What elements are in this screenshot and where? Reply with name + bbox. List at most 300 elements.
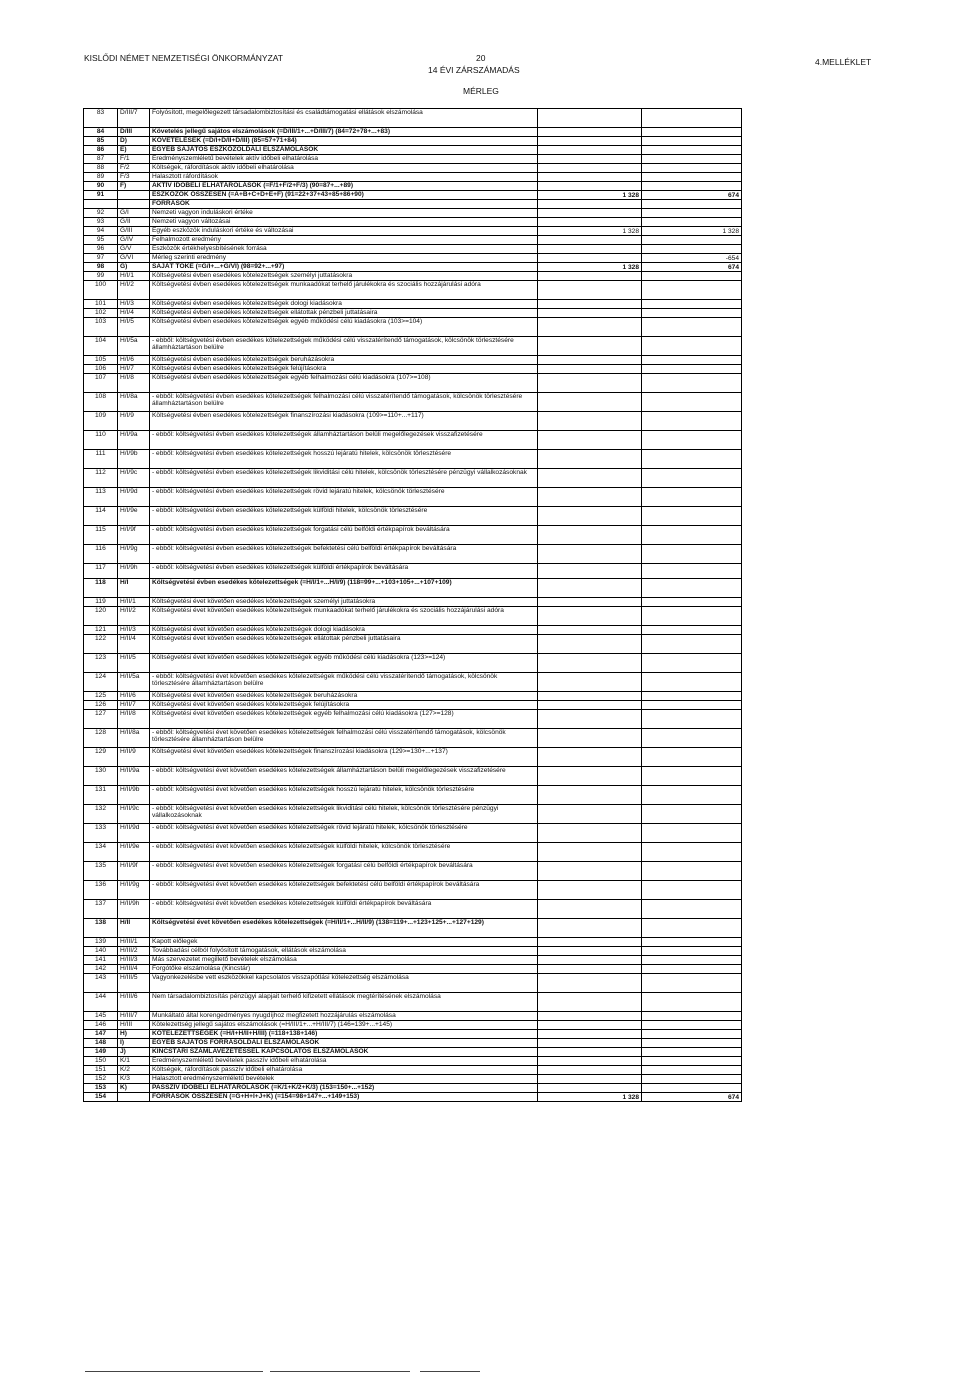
- prior-year-value: [538, 137, 642, 146]
- current-year-value: [642, 1057, 742, 1066]
- prior-year-value: 1 328: [538, 191, 642, 200]
- table-row: [84, 1057, 742, 1066]
- current-year-value: [642, 626, 742, 635]
- table-row: [84, 191, 742, 200]
- table-row: [84, 673, 742, 692]
- prior-year-value: [538, 146, 642, 155]
- current-year-value: [642, 356, 742, 365]
- row-number: 111: [84, 450, 118, 469]
- row-description: KINCSTÁRI SZÁMLAVEZETÉSSEL KAPCSOLATOS ELSZÁMOLÁSOK: [150, 1048, 538, 1057]
- current-year-value: [642, 767, 742, 786]
- row-code: H/I/2: [118, 281, 150, 300]
- current-year-value: [642, 137, 742, 146]
- current-year-value: [642, 300, 742, 309]
- row-description: Kötelezettség jellegű sajátos elszámolások (=H/III/1+...+H/III/7) (146=139+...+145): [150, 1021, 538, 1030]
- org-name: KISLŐDI NÉMET NEMZETISÉGI ÖNKORMÁNYZAT: [84, 53, 283, 63]
- row-description: Forgótőke elszámolása (Kincstár): [150, 965, 538, 974]
- row-code: H/I/9g: [118, 545, 150, 564]
- row-code: H/II/6: [118, 692, 150, 701]
- current-year-value: [642, 146, 742, 155]
- row-code: K/3: [118, 1075, 150, 1084]
- row-description: SAJÁT TŐKE (=G/I+...+G/VI) (98=92+...+97): [150, 263, 538, 272]
- row-description: Kapott előlegek: [150, 938, 538, 947]
- current-year-value: [642, 173, 742, 182]
- current-year-value: [642, 1021, 742, 1030]
- row-code: K/2: [118, 1066, 150, 1075]
- row-code: H/II/9c: [118, 805, 150, 824]
- table-row: [84, 309, 742, 318]
- row-number: 128: [84, 729, 118, 748]
- prior-year-value: [538, 469, 642, 488]
- current-year-value: [642, 365, 742, 374]
- row-number: 127: [84, 710, 118, 729]
- row-number: 154: [84, 1093, 118, 1102]
- row-code: H/II/9f: [118, 862, 150, 881]
- prior-year-value: [538, 947, 642, 956]
- row-number: 134: [84, 843, 118, 862]
- current-year-value: [642, 881, 742, 900]
- current-year-value: [642, 654, 742, 673]
- row-description: EGYÉB SAJÁTOS ESZKÖZOLDALI ELSZÁMOLÁSOK: [150, 146, 538, 155]
- row-description: Költségvetési évben esedékes kötelezettségek felújításokra: [150, 365, 538, 374]
- row-number: 133: [84, 824, 118, 843]
- current-year-value: [642, 488, 742, 507]
- row-number: 88: [84, 164, 118, 173]
- row-code: H/III/1: [118, 938, 150, 947]
- table-row: [84, 1030, 742, 1039]
- table-row: [84, 692, 742, 701]
- prior-year-value: [538, 748, 642, 767]
- current-year-value: [642, 318, 742, 337]
- table-row: [84, 281, 742, 300]
- row-code: I): [118, 1039, 150, 1048]
- current-year-value: [642, 1075, 742, 1084]
- row-description: Költségvetési évben esedékes kötelezettségek egyéb felhalmozási célú kiadásokra (107>=108): [150, 374, 538, 393]
- table-row: [84, 1021, 742, 1030]
- prior-year-value: [538, 173, 642, 182]
- current-year-value: [642, 965, 742, 974]
- row-number: 112: [84, 469, 118, 488]
- row-description: - ebből: költségvetési évet követően esedékes kötelezettségek államháztartáson belüli megelőlegezések visszafizetésére: [150, 767, 538, 786]
- annex-label: 4.MELLÉKLET: [815, 57, 872, 67]
- prior-year-value: [538, 431, 642, 450]
- prior-year-value: [538, 300, 642, 309]
- row-description: - ebből: költségvetési évben esedékes kötelezettségek külföldi értékpapírok beváltására: [150, 564, 538, 579]
- table-row: [84, 1048, 742, 1057]
- current-year-value: 674: [642, 191, 742, 200]
- prior-year-value: [538, 545, 642, 564]
- row-description: - ebből: költségvetési évet követően esedékes kötelezettségek felhalmozási célú visszatérítendő támogatások, kölcsönök törlesztésére államháztartáson belülre: [150, 729, 538, 748]
- current-year-value: [642, 374, 742, 393]
- row-number: 121: [84, 626, 118, 635]
- row-number: 113: [84, 488, 118, 507]
- prior-year-value: [538, 200, 642, 209]
- row-description: - ebből: költségvetési évben esedékes kötelezettségek felhalmozási célú visszatérítendő támogatások, kölcsönök törlesztésére államháztartáson belülre: [150, 393, 538, 412]
- prior-year-value: [538, 710, 642, 729]
- row-code: H): [118, 1030, 150, 1039]
- table-row: [84, 263, 742, 272]
- table-row: [84, 767, 742, 786]
- row-description: Nemzeti vagyon induláskori értéke: [150, 209, 538, 218]
- row-description: - ebből: költségvetési évben esedékes kötelezettségek likviditási célú hitelek, kölcsönök törlesztésére pénzügyi vállalkozásoknak: [150, 469, 538, 488]
- prior-year-value: [538, 786, 642, 805]
- table-row: [84, 337, 742, 356]
- current-year-value: [642, 337, 742, 356]
- current-year-value: [642, 393, 742, 412]
- row-number: 137: [84, 900, 118, 919]
- current-year-value: [642, 1039, 742, 1048]
- table-row: [84, 710, 742, 729]
- row-description: - ebből: költségvetési évben esedékes kötelezettségek befektetési célú belföldi értékpapírok beváltására: [150, 545, 538, 564]
- current-year-value: -654: [642, 254, 742, 263]
- row-code: H/I/3: [118, 300, 150, 309]
- row-number: 129: [84, 748, 118, 767]
- table-row: [84, 564, 742, 579]
- prior-year-value: [538, 1084, 642, 1093]
- row-number: 107: [84, 374, 118, 393]
- table-row: [84, 1012, 742, 1021]
- row-code: H/II/4: [118, 635, 150, 654]
- row-number: 146: [84, 1021, 118, 1030]
- prior-year-value: [538, 254, 642, 263]
- year-number: 20: [476, 53, 486, 63]
- prior-year-value: [538, 1057, 642, 1066]
- row-description: Költségvetési évben esedékes kötelezettségek ellátottak pénzbeli juttatásaira: [150, 309, 538, 318]
- row-description: KÖTELEZETTSÉGEK (=H/I+H/II+H/III) (=118+138+146): [150, 1030, 538, 1039]
- prior-year-value: [538, 218, 642, 227]
- prior-year-value: [538, 843, 642, 862]
- row-code: G/II: [118, 218, 150, 227]
- row-number: 136: [84, 881, 118, 900]
- table-row: [84, 365, 742, 374]
- row-number: 100: [84, 281, 118, 300]
- row-code: H/III/7: [118, 1012, 150, 1021]
- current-year-value: [642, 564, 742, 579]
- row-description: Eredményszemléletű bevételek passzív időbeli elhatárolása: [150, 1057, 538, 1066]
- table-row: [84, 200, 742, 209]
- current-year-value: [642, 545, 742, 564]
- current-year-value: [642, 701, 742, 710]
- table-row: [84, 993, 742, 1012]
- row-description: Halasztott eredményszemléletű bevételek: [150, 1075, 538, 1084]
- prior-year-value: [538, 607, 642, 626]
- table-row: [84, 374, 742, 393]
- table-row: [84, 626, 742, 635]
- row-number: 143: [84, 974, 118, 993]
- prior-year-value: [538, 374, 642, 393]
- row-number: 122: [84, 635, 118, 654]
- row-number: 103: [84, 318, 118, 337]
- table-row: [84, 469, 742, 488]
- row-number: 105: [84, 356, 118, 365]
- current-year-value: [642, 164, 742, 173]
- footer-rule: [85, 1371, 263, 1372]
- row-code: H/II/5: [118, 654, 150, 673]
- row-number: 106: [84, 365, 118, 374]
- row-description: - ebből: költségvetési évet követően esedékes kötelezettségek forgatási célú belföldi értékpapírok beváltására: [150, 862, 538, 881]
- table-row: [84, 947, 742, 956]
- row-code: D/III: [118, 128, 150, 137]
- current-year-value: [642, 862, 742, 881]
- row-description: Eszközök értékhelyesbítésének forrása: [150, 245, 538, 254]
- prior-year-value: [538, 318, 642, 337]
- row-number: 93: [84, 218, 118, 227]
- row-code: H/I/9: [118, 412, 150, 431]
- table-row: [84, 1039, 742, 1048]
- report-subtitle: 14 ÉVI ZÁRSZÁMADÁS: [428, 65, 520, 75]
- row-code: H/II/3: [118, 626, 150, 635]
- current-year-value: [642, 673, 742, 692]
- row-number: 97: [84, 254, 118, 263]
- row-description: Költségek, ráfordítások passzív időbeli elhatárolása: [150, 1066, 538, 1075]
- row-code: H/I/9c: [118, 469, 150, 488]
- row-number: 150: [84, 1057, 118, 1066]
- current-year-value: [642, 272, 742, 281]
- table-row: [84, 974, 742, 993]
- row-number: 123: [84, 654, 118, 673]
- current-year-value: [642, 155, 742, 164]
- row-code: G/V: [118, 245, 150, 254]
- row-code: K/1: [118, 1057, 150, 1066]
- row-code: E): [118, 146, 150, 155]
- row-description: - ebből: költségvetési évben esedékes kötelezettségek hosszú lejáratú hitelek, kölcsönök törlesztésére: [150, 450, 538, 469]
- row-code: [118, 200, 150, 209]
- current-year-value: [642, 786, 742, 805]
- current-year-value: [642, 1012, 742, 1021]
- row-description: - ebből: költségvetési évben esedékes kötelezettségek forgatási célú belföldi értékpapírok beváltására: [150, 526, 538, 545]
- row-code: G): [118, 263, 150, 272]
- prior-year-value: [538, 767, 642, 786]
- table-row: [84, 654, 742, 673]
- row-number: 108: [84, 393, 118, 412]
- row-number: [84, 200, 118, 209]
- row-number: 132: [84, 805, 118, 824]
- current-year-value: [642, 1066, 742, 1075]
- table-row: [84, 843, 742, 862]
- table-row: [84, 412, 742, 431]
- table-row: [84, 1075, 742, 1084]
- row-number: 86: [84, 146, 118, 155]
- prior-year-value: 1 328: [538, 1093, 642, 1102]
- current-year-value: [642, 209, 742, 218]
- row-number: 135: [84, 862, 118, 881]
- row-description: Költségvetési évben esedékes kötelezettségek dologi kiadásokra: [150, 300, 538, 309]
- table-row: [84, 1093, 742, 1102]
- table-row: [84, 701, 742, 710]
- row-code: H/III/2: [118, 947, 150, 956]
- prior-year-value: [538, 956, 642, 965]
- row-description: Nemzeti vagyon változásai: [150, 218, 538, 227]
- row-number: 104: [84, 337, 118, 356]
- row-number: 118: [84, 579, 118, 598]
- table-row: [84, 635, 742, 654]
- row-code: H/II/7: [118, 701, 150, 710]
- table-row: [84, 862, 742, 881]
- row-number: 152: [84, 1075, 118, 1084]
- current-year-value: [642, 450, 742, 469]
- prior-year-value: [538, 526, 642, 545]
- row-code: H/I: [118, 579, 150, 598]
- row-number: 87: [84, 155, 118, 164]
- prior-year-value: [538, 128, 642, 137]
- row-code: D): [118, 137, 150, 146]
- row-number: 95: [84, 236, 118, 245]
- row-code: H/II/9g: [118, 881, 150, 900]
- row-description: Költségvetési évet követően esedékes kötelezettségek beruházásokra: [150, 692, 538, 701]
- prior-year-value: [538, 1021, 642, 1030]
- row-code: H/II/8a: [118, 729, 150, 748]
- row-code: H/I/9a: [118, 431, 150, 450]
- row-description: Egyéb eszközök induláskori értéke és változásai: [150, 227, 538, 236]
- prior-year-value: [538, 1030, 642, 1039]
- prior-year-value: [538, 598, 642, 607]
- table-row: [84, 545, 742, 564]
- row-code: K): [118, 1084, 150, 1093]
- prior-year-value: [538, 626, 642, 635]
- prior-year-value: [538, 412, 642, 431]
- row-number: 99: [84, 272, 118, 281]
- table-row: [84, 729, 742, 748]
- row-code: H/III/5: [118, 974, 150, 993]
- row-number: 124: [84, 673, 118, 692]
- row-code: [118, 1093, 150, 1102]
- row-description: Költségvetési évet követően esedékes kötelezettségek (=H/II/1+...H/II/9) (138=119+...+123+125+...+127+129): [150, 919, 538, 938]
- row-description: - ebből: költségvetési évben esedékes kötelezettségek működési célú visszatérítendő támogatások, kölcsönök törlesztésére államháztartáson belülre: [150, 337, 538, 356]
- table-row: [84, 824, 742, 843]
- row-code: H/I/9e: [118, 507, 150, 526]
- row-number: 84: [84, 128, 118, 137]
- row-number: 101: [84, 300, 118, 309]
- row-number: 138: [84, 919, 118, 938]
- row-code: G/IV: [118, 236, 150, 245]
- current-year-value: 674: [642, 263, 742, 272]
- row-number: 98: [84, 263, 118, 272]
- row-code: F/2: [118, 164, 150, 173]
- prior-year-value: [538, 281, 642, 300]
- row-code: H/I/9h: [118, 564, 150, 579]
- table-row: [84, 607, 742, 626]
- current-year-value: [642, 824, 742, 843]
- row-code: H/III/3: [118, 956, 150, 965]
- row-number: 142: [84, 965, 118, 974]
- row-code: F/1: [118, 155, 150, 164]
- prior-year-value: [538, 938, 642, 947]
- row-description: Költségvetési évet követően esedékes kötelezettségek finanszírozási kiadásokra (129>=130+...+137): [150, 748, 538, 767]
- row-description: Mérleg szerinti eredmény: [150, 254, 538, 263]
- row-description: Költségvetési évet követően esedékes kötelezettségek munkaadókat terhelő járulékokra és szociális hozzájárulási adóra: [150, 607, 538, 626]
- row-description: - ebből: költségvetési évet követően esedékes kötelezettségek működési célú visszatérítendő támogatások, kölcsönök törlesztésére államháztartáson belülre: [150, 673, 538, 692]
- row-description: Költségvetési évet követően esedékes kötelezettségek személyi juttatásokra: [150, 598, 538, 607]
- row-description: - ebből: költségvetési évet követően esedékes kötelezettségek külföldi hitelek, kölcsönök törlesztésére: [150, 843, 538, 862]
- row-number: 91: [84, 191, 118, 200]
- row-description: - ebből: költségvetési évben esedékes kötelezettségek külföldi hitelek, kölcsönök törlesztésére: [150, 507, 538, 526]
- current-year-value: [642, 974, 742, 993]
- row-code: H/II/9: [118, 748, 150, 767]
- table-row: [84, 109, 742, 128]
- row-number: 96: [84, 245, 118, 254]
- row-description: Követelés jellegű sajátos elszámolások (=D/III/1+...+D/III/7) (84=72+78+...+83): [150, 128, 538, 137]
- row-description: Felhalmozott eredmény: [150, 236, 538, 245]
- row-number: 109: [84, 412, 118, 431]
- row-description: AKTÍV IDŐBELI ELHATÁROLÁSOK (=F/1+F/2+F/3) (90=87+...+89): [150, 182, 538, 191]
- row-code: G/VI: [118, 254, 150, 263]
- row-number: 144: [84, 993, 118, 1012]
- current-year-value: [642, 128, 742, 137]
- row-number: 126: [84, 701, 118, 710]
- current-year-value: [642, 947, 742, 956]
- row-description: Költségvetési évben esedékes kötelezettségek személyi juttatásokra: [150, 272, 538, 281]
- prior-year-value: [538, 1066, 642, 1075]
- row-code: H/II/8: [118, 710, 150, 729]
- row-description: Továbbadási célból folyósított támogatások, ellátások elszámolása: [150, 947, 538, 956]
- row-number: 110: [84, 431, 118, 450]
- row-description: Eredményszemléletű bevételek aktív időbeli elhatárolása: [150, 155, 538, 164]
- row-number: 90: [84, 182, 118, 191]
- row-code: H/I/7: [118, 365, 150, 374]
- current-year-value: [642, 729, 742, 748]
- prior-year-value: [538, 245, 642, 254]
- current-year-value: 1 328: [642, 227, 742, 236]
- row-code: H/III/4: [118, 965, 150, 974]
- prior-year-value: [538, 692, 642, 701]
- prior-year-value: 1 328: [538, 263, 642, 272]
- table-row: [84, 965, 742, 974]
- current-year-value: [642, 956, 742, 965]
- prior-year-value: 1 328: [538, 227, 642, 236]
- row-code: H/I/9f: [118, 526, 150, 545]
- table-row: [84, 805, 742, 824]
- row-description: FORRÁSOK ÖSSZESEN (=G+H+I+J+K) (=154=98+147+...+149+153): [150, 1093, 538, 1102]
- current-year-value: [642, 309, 742, 318]
- row-code: H/I/4: [118, 309, 150, 318]
- table-row: [84, 526, 742, 545]
- row-description: Más szervezetet megillető bevételek elszámolása: [150, 956, 538, 965]
- row-code: H/I/9d: [118, 488, 150, 507]
- current-year-value: [642, 579, 742, 598]
- row-number: 139: [84, 938, 118, 947]
- row-description: KÖVETELÉSEK (=D/I+D/II+D/III) (85=57+71+84): [150, 137, 538, 146]
- current-year-value: [642, 692, 742, 701]
- current-year-value: [642, 526, 742, 545]
- table-row: [84, 300, 742, 309]
- prior-year-value: [538, 1075, 642, 1084]
- table-row: [84, 318, 742, 337]
- row-code: H/I/9b: [118, 450, 150, 469]
- prior-year-value: [538, 579, 642, 598]
- row-code: H/II/9a: [118, 767, 150, 786]
- table-row: [84, 938, 742, 947]
- table-row: [84, 128, 742, 137]
- row-description: - ebből: költségvetési évet követően esedékes kötelezettségek hosszú lejáratú hitelek, kölcsönök törlesztésére: [150, 786, 538, 805]
- table-row: [84, 431, 742, 450]
- row-description: Folyósított, megelőlegezett társadalombiztosítási és családtámogatási ellátások elszámolása: [150, 109, 538, 128]
- table-row: [84, 919, 742, 938]
- prior-year-value: [538, 109, 642, 128]
- row-code: H/I/5: [118, 318, 150, 337]
- prior-year-value: [538, 673, 642, 692]
- current-year-value: [642, 469, 742, 488]
- row-description: PASSZÍV IDŐBELI ELHATÁROLÁSOK (=K/1+K/2+K/3) (153=150+...+152): [150, 1084, 538, 1093]
- current-year-value: [642, 748, 742, 767]
- row-code: H/II/5a: [118, 673, 150, 692]
- table-row: [84, 173, 742, 182]
- current-year-value: [642, 900, 742, 919]
- prior-year-value: [538, 654, 642, 673]
- row-number: 116: [84, 545, 118, 564]
- row-code: H/II/9e: [118, 843, 150, 862]
- prior-year-value: [538, 919, 642, 938]
- footer-rule: [420, 1371, 480, 1372]
